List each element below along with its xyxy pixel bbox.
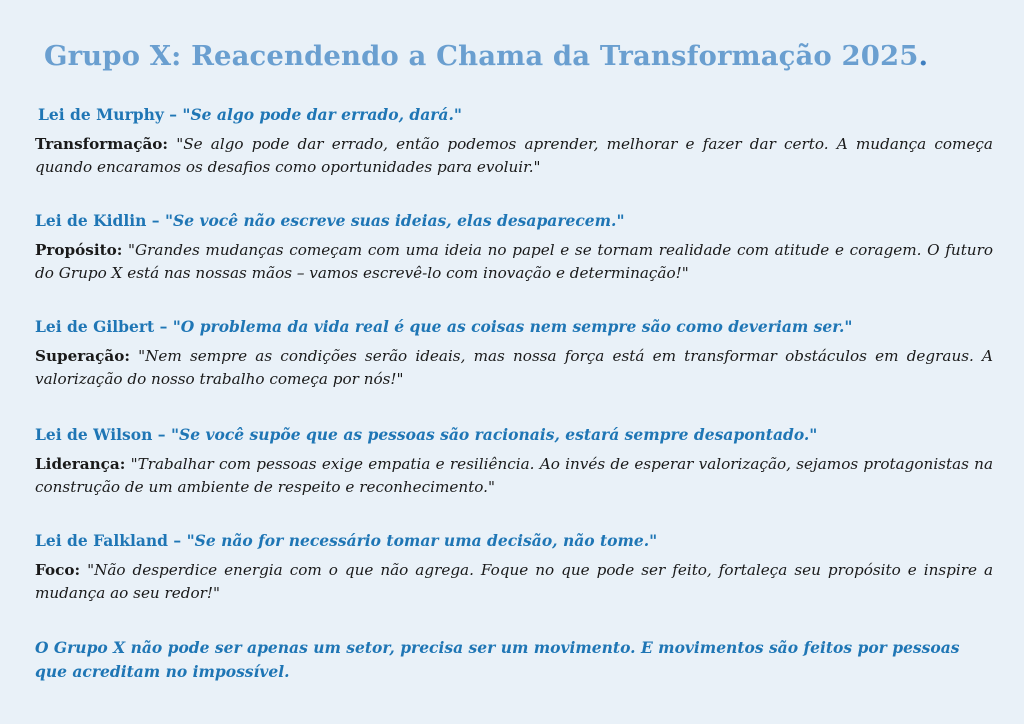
law-heading: [38, 103, 996, 127]
law-quote: "Se algo pode dar errado, dará.": [182, 105, 462, 124]
title-text: Grupo X: Reacendendo a Chama da Transformação 2025: [44, 40, 919, 72]
section-gilbert: [35, 315, 993, 391]
section-murphy-body: [35, 133, 993, 179]
page-title: [44, 40, 928, 72]
explanation-label: Foco:: [35, 561, 81, 579]
law-name: Lei de Gilbert –: [35, 317, 168, 336]
section-murphy: [38, 103, 996, 127]
law-heading: [35, 209, 993, 233]
closing-statement: O Grupo X não pode ser apenas um setor, precisa ser um movimento. E movimentos são feitos por pessoas que acreditam no impossível.: [35, 638, 960, 681]
law-name: Lei de Falkland –: [35, 531, 182, 550]
law-explanation: [35, 559, 993, 605]
explanation-label: Transformação:: [35, 135, 169, 153]
law-heading: [35, 423, 993, 447]
law-name: Lei de Murphy –: [38, 105, 177, 124]
explanation-text: "Não desperdice energia com o que não agrega. Foque no que pode ser feito, fortaleça seu propósito e inspire a mudança ao seu redor!": [35, 561, 994, 602]
law-quote: "Se você supõe que as pessoas são racionais, estará sempre desapontado.": [170, 425, 818, 444]
explanation-label: Liderança:: [35, 455, 126, 473]
explanation-label: Propósito:: [35, 241, 123, 259]
law-quote: "Se não for necessário tomar uma decisão, não tome.": [186, 531, 658, 550]
law-explanation: [35, 239, 993, 285]
title-dot: .: [918, 40, 929, 72]
law-explanation: [35, 133, 993, 179]
explanation-label: Superação:: [35, 347, 130, 365]
law-quote: "Se você não escreve suas ideias, elas desaparecem.": [164, 211, 625, 230]
law-explanation: [35, 453, 993, 499]
section-kidlin: [35, 209, 993, 285]
law-name: Lei de Wilson –: [35, 425, 166, 444]
law-heading: [35, 315, 993, 339]
explanation-text: "Se algo pode dar errado, então podemos aprender, melhorar e fazer dar certo. A mudança começa quando encaramos os desafios como oportunidades para evoluir.": [35, 135, 993, 176]
law-quote: "O problema da vida real é que as coisas nem sempre são como deveriam ser.": [172, 317, 853, 336]
law-explanation: [35, 345, 993, 391]
explanation-text: "Nem sempre as condições serão ideais, mas nossa força está em transformar obstáculos em degraus. A valorização do nosso trabalho começa por nós!": [35, 347, 993, 388]
section-wilson: [35, 423, 993, 499]
law-name: Lei de Kidlin –: [35, 211, 160, 230]
section-falkland: [35, 529, 993, 605]
explanation-text: "Grandes mudanças começam com uma ideia no papel e se tornam realidade com atitude e coragem. O futuro do Grupo X está nas nossas mãos – vamos escrevê-lo com inovação e determinação!": [35, 241, 993, 282]
law-heading: [35, 529, 993, 553]
explanation-text: "Trabalhar com pessoas exige empatia e resiliência. Ao invés de esperar valorização, sejamos protagonistas na construção de um ambiente de respeito e reconhecimento.": [35, 455, 994, 496]
